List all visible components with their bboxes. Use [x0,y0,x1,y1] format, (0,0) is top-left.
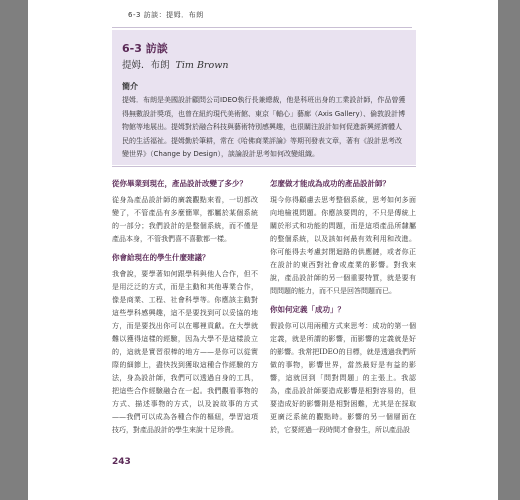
author-name-zh: 提姆．布朗 [122,60,170,71]
author-name-en: Tim Brown [175,60,229,71]
left-column [112,178,258,443]
title-block [112,30,416,165]
section-paragraph: 從身為產品設計師的廣義觀點來看，一切都改變了，不管產品有多麼簡單，都屬於某個系統的一部分；我們設計的是整個系統，而不僅是產品本身，不管我們喜不喜歡都一樣。 [112,196,258,243]
header-divider [112,27,412,28]
author-line [122,57,228,71]
page-number: 243 [112,457,131,467]
section-heading: 怎麼做才能成為成功的產品設計師？ [270,179,390,188]
body-divider [112,166,416,167]
intro-text: 提姆．布朗是美國設計顧問公司IDEO執行長兼總裁，他是科班出身的工業設計師，作品曾獲得無數設計獎項，也曾在紐約現代美術館、東京「軸心」藝廊（Axis Gallery）、倫敦設計博物館等地展出。提姆對於融合科技與藝術特別感興趣，也很關注設計如何促進新興經濟體人民的生活福祉。提姆勤於筆耕，常在《哈佛商業評論》等期刊發表文章，著有《設計思考改變世界》（Change by Design），談論設計思考如何改變組織。 [122,96,406,158]
section-paragraph: 我會說，要學著如何跟學科與他人合作，但不是用泛泛的方式，而是主動和其他專業合作，像是商業、工程、社會科學等。你應該主動對這些學科感興趣，這不是要找到可以妥協的地方，而是要找出你可以在哪裡貢獻。在大學就難以獲得這樣的經驗，因為大學不是這樣設立的，這就是實習很棒的地方——是你可以從實際的細節上，盡快找到獲取這種合作經驗的方法，身為設計師，我們可以透過自身的工具，把這些合作經驗融合在一起。我們觀看事物的方式、描述事物的方式，以及說故事的方式——我們可以成為各種合作的樞紐，學習這項技巧，對產品設計的學生來說十足珍貴。 [112,270,258,434]
section-heading: 你會給現在的學生什麼建議？ [112,253,210,262]
section-heading: 你如何定義「成功」？ [270,305,345,314]
section-heading: 從你畢業到現在，產品設計改變了多少？ [112,179,247,188]
book-page [28,0,498,500]
section-paragraph: 現今你得顧慮去思考整個系統，思考如何多面向地檢視問題。你應該要問的，不只是傳統上關於形式和功能的問題，而是這項產品所隸屬的整個系統，以及該如何最有效利用和改進。你可能得去考慮封閉迴路的供應鏈，或者你正在設計的東西對社會或產業的影響。對我來說，產品設計師的另一個重要特質，就是要有問問題的能力，而不只是回答問題而已。 [270,196,416,295]
section-paragraph: 假設你可以用兩種方式來思考：成功的第一個定義，就是所謂的影響，而影響的定義就是好的影響。我常把IDEO的目標，就是透過我們所做的事物，影響世界，當然最好是有益的影響，這就回到「問對問題」的主張上。我認為，產品設計師要造成影響是相對容易的，但要造成好的影響則是相對困難，尤其是在採取更廣泛系統的觀點時。影響的另一個層面在於，它要經過一段時間才會發生，所以產品設 [270,322,416,434]
intro-heading: 簡介 [122,82,138,91]
chapter-title: 6-3 訪談 [122,42,168,55]
right-column [270,178,416,443]
running-header: 6-3 訪談：提姆．布朗 [128,11,204,19]
